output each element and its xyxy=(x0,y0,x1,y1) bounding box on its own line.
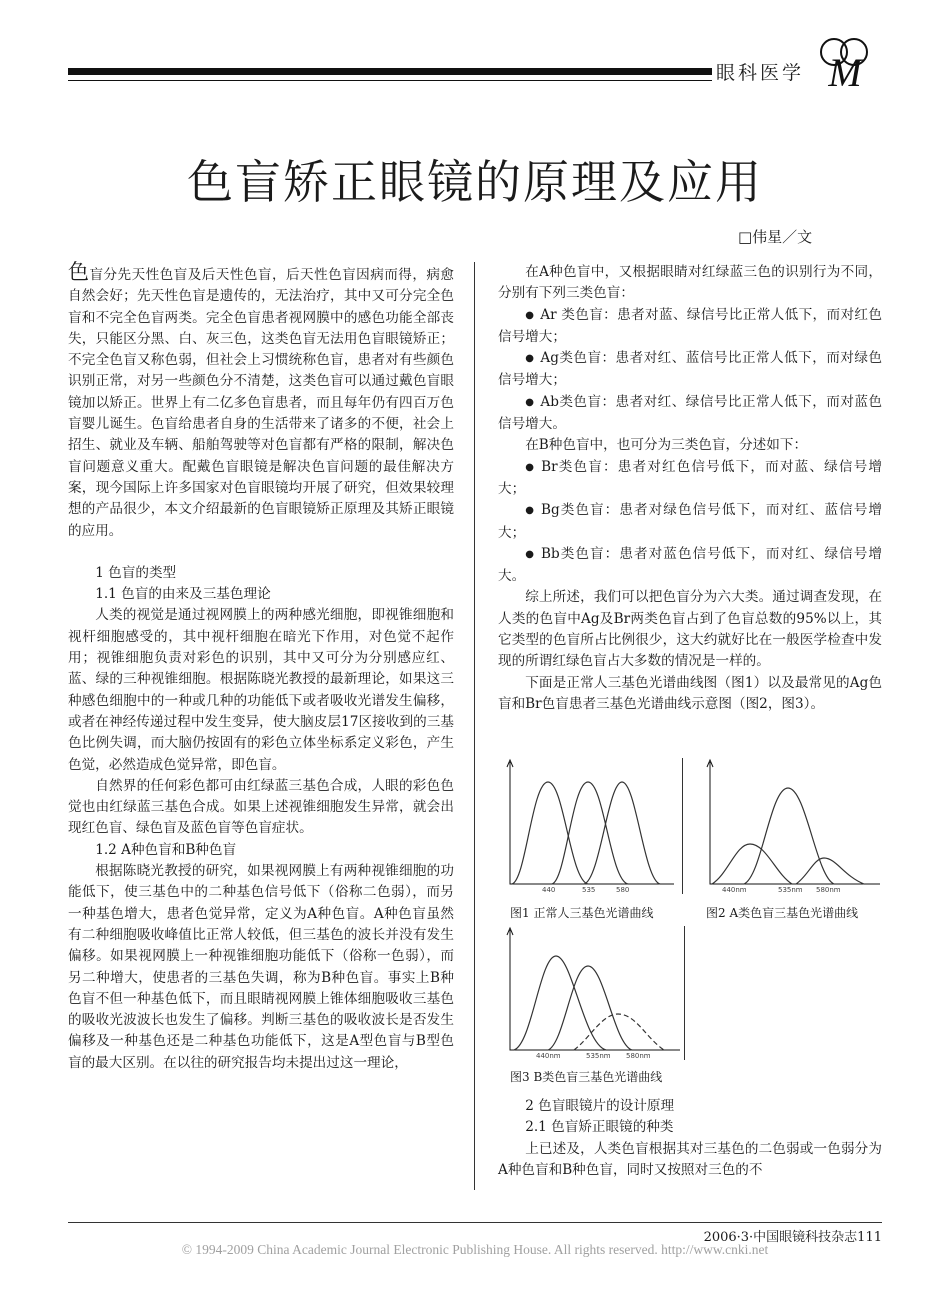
header-rule-thick xyxy=(68,68,712,75)
right-column xyxy=(498,262,882,715)
copyright-notice: © 1994-2009 China Academic Journal Electronic Publishing House. All rights reserved. http://www.cnki.net xyxy=(181,1242,769,1257)
left-column xyxy=(68,262,454,1074)
paragraph: 人类的视觉是通过视网膜上的两种感光细胞，即视锥细胞和视杆细胞感受的，其中视杆细胞在暗光下作用，对色觉不起作用；视锥细胞负责对彩色的识别，其中又可分为分别感应红、蓝、绿的三种视锥细胞。根据陈晓光教授的最新理论，如果这三种感色细胞中的一种或几种的功能低下或者吸收光谱发生偏移，或者在神经传递过程中发生变异，使大脑皮层17区接收到的三基色比例失调，而大脑仍按固有的彩色立体坐标系定义彩色，产生色觉，必然造成色觉异常，即色盲。 xyxy=(68,607,454,773)
bullet-icon xyxy=(525,307,540,323)
list-item: ● Ab类色盲：患者对红、绿信号比正常人低下，而对蓝色信号增大。 xyxy=(498,392,882,436)
figure-3-caption: 图3 B类色盲三基色光谱曲线 xyxy=(510,1070,663,1084)
logo-letter: M xyxy=(828,50,862,90)
paragraph: 在B种色盲中，也可分为三类色盲，分述如下： xyxy=(525,437,808,454)
heading-1: 1 色盲的类型 xyxy=(95,564,177,581)
fig3-curve-green xyxy=(548,966,632,1050)
heading-1-2: 1.2 A种色盲和B种色盲 xyxy=(95,841,237,858)
journal-footer: 2006·3·中国眼镜科技杂志111 xyxy=(703,1230,882,1245)
list-item: ● Bb类色盲：患者对蓝色信号低下，而对红、绿信号增大。 xyxy=(498,544,882,588)
fig3-tick: 580nm xyxy=(626,1052,651,1060)
bullet-icon xyxy=(525,546,541,562)
paragraph: 根据陈晓光教授的研究，如果视网膜上有两种视锥细胞的功能低下，使三基色中的二种基色信号低下（俗称二色弱），而另一种基色增大，患者色觉异常，定义为A种色盲。A种色盲虽然有二种细胞吸收峰值比正常人较低，但三基色的波长并没有发生偏移。如果视网膜上一种视锥细胞功能低下（俗称一色弱），而另二种增大，使患者的三基色失调，称为B种色盲。事实上B种色盲不但一种基色低下，而且眼睛视网膜上锥体细胞吸收三基色的吸收光波波长也发生了偏移。判断三基色的吸收波长是否发生偏移及一种基色还是二种基色功能低下，这是A型色盲与B型色盲的最大区别。在以往的研究报告均未提出过这一理论， xyxy=(68,863,454,1071)
bullet-icon xyxy=(525,459,541,475)
fig2-tick: 580nm xyxy=(816,886,841,894)
right-column-tail xyxy=(498,1096,882,1181)
fig3-tick: 440nm xyxy=(536,1052,561,1060)
figure-divider xyxy=(684,926,685,1060)
list-item: ● Ag类色盲：患者对红、蓝信号比正常人低下，而对绿色信号增大； xyxy=(498,348,882,392)
intro-text: 盲分先天性色盲及后天性色盲，后天性色盲因病而得，病愈自然会好；先天性色盲是遗传的，无法治疗，其中又可分完全色盲和不完全色盲两类。完全色盲患者视网膜中的感色功能全部丧失，只能区分黑、白、灰三色，这类色盲无法用色盲眼镜矫正；不完全色盲又称色弱，但社会上习惯统称色盲，患者对有些颜色识别正常，对另一些颜色分不清楚，这类色盲可以通过戴色盲眼镜加以矫正。世界上有二亿多色盲患者，而且每年仍有四百万色盲婴儿诞生。色盲给患者自身的生活带来了诸多的不便，社会上招生、就业及车辆、船舶驾驶等对色盲都有严格的限制，解决色盲问题意义重大。配戴色盲眼镜是解决色盲问题的最佳解决方案，现今国际上许多国家对色盲眼镜均开展了研究，但效果较理想的产品很少，本文介绍最新的色盲眼镜矫正原理及其矫正眼镜的应用。 xyxy=(68,267,455,539)
intro-paragraph xyxy=(68,262,454,542)
paragraph: 在A种色盲中，又根据眼睛对红绿蓝三色的识别行为不同，分别有下列三类色盲： xyxy=(498,264,882,302)
fig2-curve-green xyxy=(744,788,834,884)
fig1-tick: 535 xyxy=(582,886,596,894)
fig2-curve-blue xyxy=(712,844,792,884)
byline: □伟星／文 xyxy=(738,228,813,246)
paragraph: 下面是正常人三基色光谱曲线图（图1）以及最常见的Ag色盲和Br色盲患者三基色光谱曲线示意图（图2，图3）。 xyxy=(498,674,882,712)
heading-1-1: 1.1 色盲的由来及三基色理论 xyxy=(95,586,271,603)
figure-2-caption: 图2 A类色盲三基色光谱曲线 xyxy=(706,906,859,920)
bullet-icon xyxy=(525,394,540,410)
fig1-tick: 440 xyxy=(542,886,556,894)
column-divider xyxy=(474,262,475,1190)
fig2-tick: 440nm xyxy=(722,886,747,894)
paragraph: 上已述及，人类色盲根据其对三基色的二色弱或一色弱分为A种色盲和B种色盲，同时又按照对三色的不 xyxy=(498,1140,882,1178)
paragraph: 综上所述，我们可以把色盲分为六大类。通过调查发现，在人类的色盲中Ag及Br两类色盲占到了色盲总数的95%以上，其它类型的色盲所占比例很少，这大约就好比在一般医学检查中发现的所谓红绿色盲占大多数的情况是一样的。 xyxy=(498,589,882,670)
footer-rule xyxy=(68,1222,882,1223)
figure-divider xyxy=(682,758,683,894)
fig3-tick: 535nm xyxy=(586,1052,611,1060)
paragraph: 自然界的任何彩色都可由红绿蓝三基色合成，人眼的彩色色觉也由红绿蓝三基色合成。如果上述视锥细胞发生异常，就会出现红色盲、绿色盲及蓝色盲等色盲症状。 xyxy=(68,777,454,837)
fig2-tick: 535nm xyxy=(778,886,803,894)
figure-2-chart xyxy=(700,758,884,898)
bullet-icon xyxy=(525,350,540,366)
fig1-curve-green xyxy=(552,782,628,884)
heading-2: 2 色盲眼镜片的设计原理 xyxy=(525,1098,675,1114)
list-item: ● Bg类色盲：患者对绿色信号低下，而对红、蓝信号增大； xyxy=(498,500,882,544)
drop-cap: 色 xyxy=(68,260,90,284)
fig1-tick: 580 xyxy=(616,886,630,894)
fig3-curve-blue xyxy=(514,956,606,1050)
journal-logo-icon xyxy=(812,36,878,90)
fig1-curve-red xyxy=(584,782,660,884)
heading-2-1: 2.1 色盲矫正眼镜的种类 xyxy=(525,1119,674,1136)
fig1-curve-blue xyxy=(512,782,588,884)
header-rule-thin xyxy=(68,80,712,81)
article-title: 色盲矫正眼镜的原理及应用 xyxy=(187,155,763,209)
figure-1-chart xyxy=(496,758,680,898)
section-label: 眼科医学 xyxy=(716,62,805,84)
figure-1-caption: 图1 正常人三基色光谱曲线 xyxy=(510,906,654,920)
list-item: ● Br类色盲：患者对红色信号低下，而对蓝、绿信号增大； xyxy=(498,457,882,501)
list-item: ● Ar 类色盲：患者对蓝、绿信号比正常人低下，而对红色信号增大； xyxy=(498,305,882,349)
bullet-icon xyxy=(525,502,541,518)
figure-3-chart xyxy=(500,926,684,1064)
